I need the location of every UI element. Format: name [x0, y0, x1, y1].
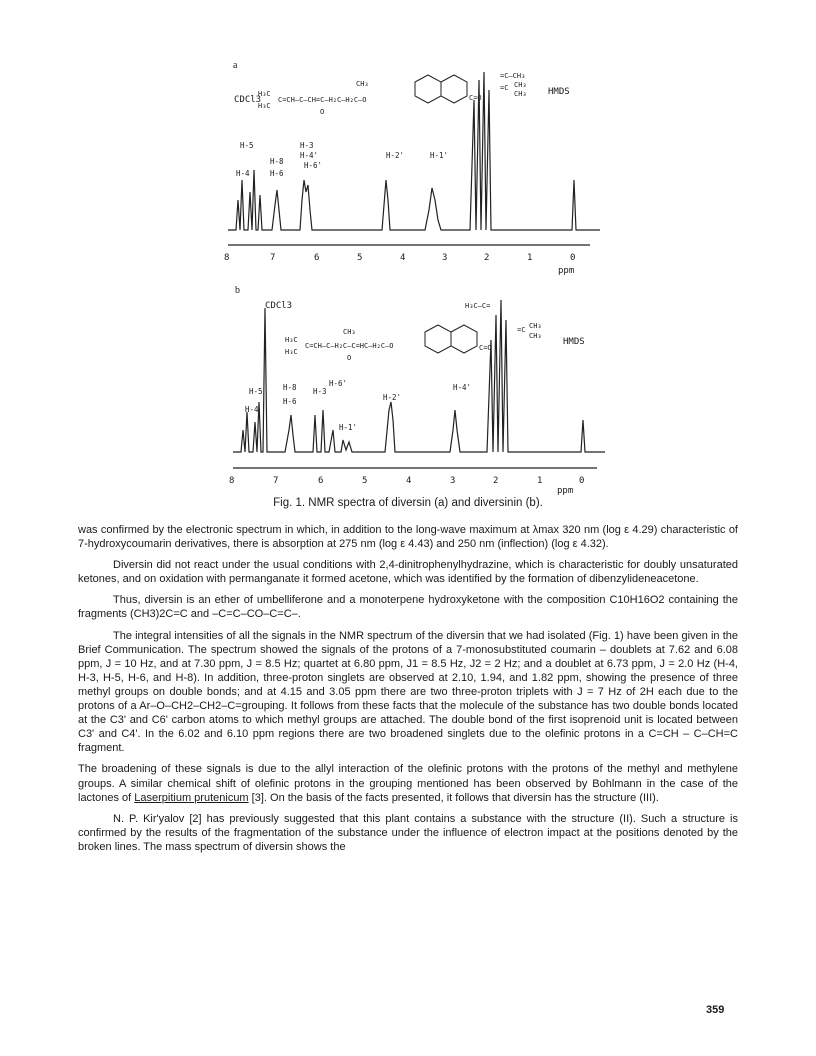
svg-text:=C: =C	[500, 84, 509, 92]
peak-label: H-4	[245, 405, 259, 414]
peak-label: H-5	[240, 141, 254, 150]
axis-tick: 4	[406, 476, 412, 486]
axis-unit-a: ppm	[558, 266, 575, 276]
peak-label: H-3	[313, 387, 327, 396]
peak-label: H-5	[249, 387, 263, 396]
axis-tick: 1	[527, 253, 533, 263]
axis-tick: 1	[537, 476, 543, 486]
axis-tick: 2	[484, 253, 490, 263]
species-name: Laserpitium prutenicum	[134, 791, 249, 804]
nmr-spectrum-a	[220, 60, 620, 285]
svg-text:C=O: C=O	[469, 94, 482, 102]
axis-tick: 0	[579, 476, 585, 486]
peak-label: H-6	[270, 169, 284, 178]
peak-label: H-6'	[304, 161, 323, 170]
figure-caption: Fig. 1. NMR spectra of diversin (a) and diversinin (b).	[273, 497, 543, 509]
reference-label-b: HMDS	[563, 337, 585, 347]
paragraph: was confirmed by the electronic spectrum in which, in addition to the long-wave maximum at λmax 320 nm (log ε 4.29) characteristic of 7-hydroxycoumarin derivatives, there is absorption at 275 nm (log ε 4.43) and 250 nm (inflection) (log ε 4.32).	[78, 524, 738, 551]
svg-text:H₃C–C=: H₃C–C=	[465, 302, 491, 310]
paragraph	[78, 762, 738, 804]
axis-tick: 5	[362, 476, 368, 486]
axis-tick: 5	[357, 253, 363, 263]
peak-labels-a	[236, 141, 448, 178]
solvent-label-a: CDCl3	[234, 95, 262, 105]
reference-label-a: HMDS	[548, 87, 570, 97]
axis-tick: 2	[493, 476, 499, 486]
svg-text:O: O	[320, 108, 325, 116]
axis-tick: 6	[314, 253, 320, 263]
panel-b-label: b	[235, 285, 240, 296]
peak-label: H-2'	[383, 393, 402, 402]
axis-tick: 0	[570, 253, 576, 263]
axis-tick: 3	[442, 253, 448, 263]
peak-label: H-8	[283, 383, 297, 392]
axis-tick: 3	[450, 476, 456, 486]
peak-label: H-1'	[339, 423, 358, 432]
panel-a-label: a	[233, 60, 238, 71]
peak-label: H-4'	[300, 151, 319, 160]
spectrum-trace-b	[233, 300, 605, 452]
svg-text:CH₃: CH₃	[356, 80, 369, 88]
page-number: 359	[706, 1004, 725, 1016]
svg-text:H₃C: H₃C	[258, 90, 271, 98]
peak-label: H-4	[236, 169, 250, 178]
svg-text:CH₃: CH₃	[514, 90, 527, 98]
solvent-label-b: CDCl3	[265, 301, 293, 311]
structure-formula-b	[265, 301, 585, 362]
peak-label: H-3	[300, 141, 314, 150]
paragraph: Diversin did not react under the usual conditions with 2,4-dinitrophenylhydrazine, which is characteristic for doubly unsaturated ketones, and on oxidation with permanganate it formed acetone, which was identified by the formation of dibenzylideneacetone.	[78, 559, 738, 586]
nmr-spectrum-b	[225, 290, 625, 495]
svg-text:C=CH–C–H₂C–C=HC–H₂C–O: C=CH–C–H₂C–C=HC–H₂C–O	[305, 342, 394, 350]
svg-text:CH₃: CH₃	[514, 81, 527, 89]
svg-text:=C–CH₃: =C–CH₃	[500, 72, 526, 80]
peak-labels-b	[245, 379, 471, 432]
svg-text:O: O	[347, 354, 352, 362]
structure-formula-a	[234, 72, 570, 116]
axis-ticks-a	[224, 253, 575, 276]
peak-label: H-6'	[329, 379, 348, 388]
peak-label: H-4'	[453, 383, 472, 392]
svg-text:H₃C: H₃C	[285, 348, 298, 356]
axis-tick: 8	[224, 253, 230, 263]
peak-label: H-8	[270, 157, 284, 166]
axis-tick: 7	[270, 253, 276, 263]
axis-tick: 7	[273, 476, 279, 486]
paragraph: The integral intensities of all the signals in the NMR spectrum of the diversin that we had isolated (Fig. 1) have been given in the Brief Communication. The spectrum showed the signals of the protons of a 7-monosubstituted coumarin – doublets at 7.62 and 6.08 ppm, J = 10 Hz, and at 7.30 ppm, J = 8.5 Hz; quartet at 6.80 ppm, J1 = 8.5 Hz, J2 = 2 Hz; and a doublet at 6.73 ppm, J = 2.0 Hz (H-4, H-3, H-5, H-6, and H-8). In addition, three-proton singlets are observed at 2.10, 1.94, and 1.82 ppm, showing the presence of three methyl groups on double bonds; and at 4.15 and 3.05 ppm there are two three-proton triplets with J = 7 Hz of 2H each due to the protons of a Ar–O–CH2–CH2–C=grouping. It follows from these facts that the molecule of the substance has two double bonds located at the C3' and C6' carbon atoms to which methyl groups are attached. The double bond of the first isoprenoid unit is located between C3' and C4'. In the 6.02 and 6.10 ppm regions there are two broadened singlets due to the olefinic protons in a C=CH – C–CH=C fragment.	[78, 629, 738, 755]
peak-label: H-2'	[386, 151, 405, 160]
axis-tick: 4	[400, 253, 406, 263]
axis-tick: 6	[318, 476, 324, 486]
peak-label: H-6	[283, 397, 297, 406]
axis-ticks-b	[229, 476, 584, 495]
axis-tick: 8	[229, 476, 235, 486]
svg-text:CH₃: CH₃	[343, 328, 356, 336]
svg-text:C=O: C=O	[479, 344, 492, 352]
svg-text:CH₃: CH₃	[529, 322, 542, 330]
svg-text:C=CH–C–CH=C–H₂C–H₂C–O: C=CH–C–CH=C–H₂C–H₂C–O	[278, 96, 367, 104]
axis-unit-b: ppm	[557, 486, 574, 495]
paragraph: N. P. Kir'yalov [2] has previously suggested that this plant contains a substance with the structure (II). Such a structure is confirmed by the results of the fragmentation of the substance under the influence of electron impact at the positions denoted by the broken lines. The mass spectrum of diversin shows the	[78, 812, 738, 853]
paragraph: Thus, diversin is an ether of umbelliferone and a monoterpene hydroxyketone with the composition C10H16O2 containing the fragments (CH3)2C=C and –C=C–CO–C=C–.	[78, 594, 738, 621]
svg-text:H₃C: H₃C	[285, 336, 298, 344]
paragraph-text: [3]. On the basis of the facts presented, it follows that diversin has the structure (III).	[251, 791, 659, 804]
paragraph-text: The broadening of these signals is due to the allyl interaction of the olefinic protons with the protons of the methyl and methylene groups. A similar chemical shift of olefinic protons in the grouping mentioned has been observed by Bohlmann in the case of the lactones of	[78, 763, 738, 804]
svg-text:H₃C: H₃C	[258, 102, 271, 110]
svg-text:CH₃: CH₃	[529, 332, 542, 340]
article-body	[78, 523, 738, 861]
svg-text:=C: =C	[517, 326, 526, 334]
peak-label: H-1'	[430, 151, 449, 160]
